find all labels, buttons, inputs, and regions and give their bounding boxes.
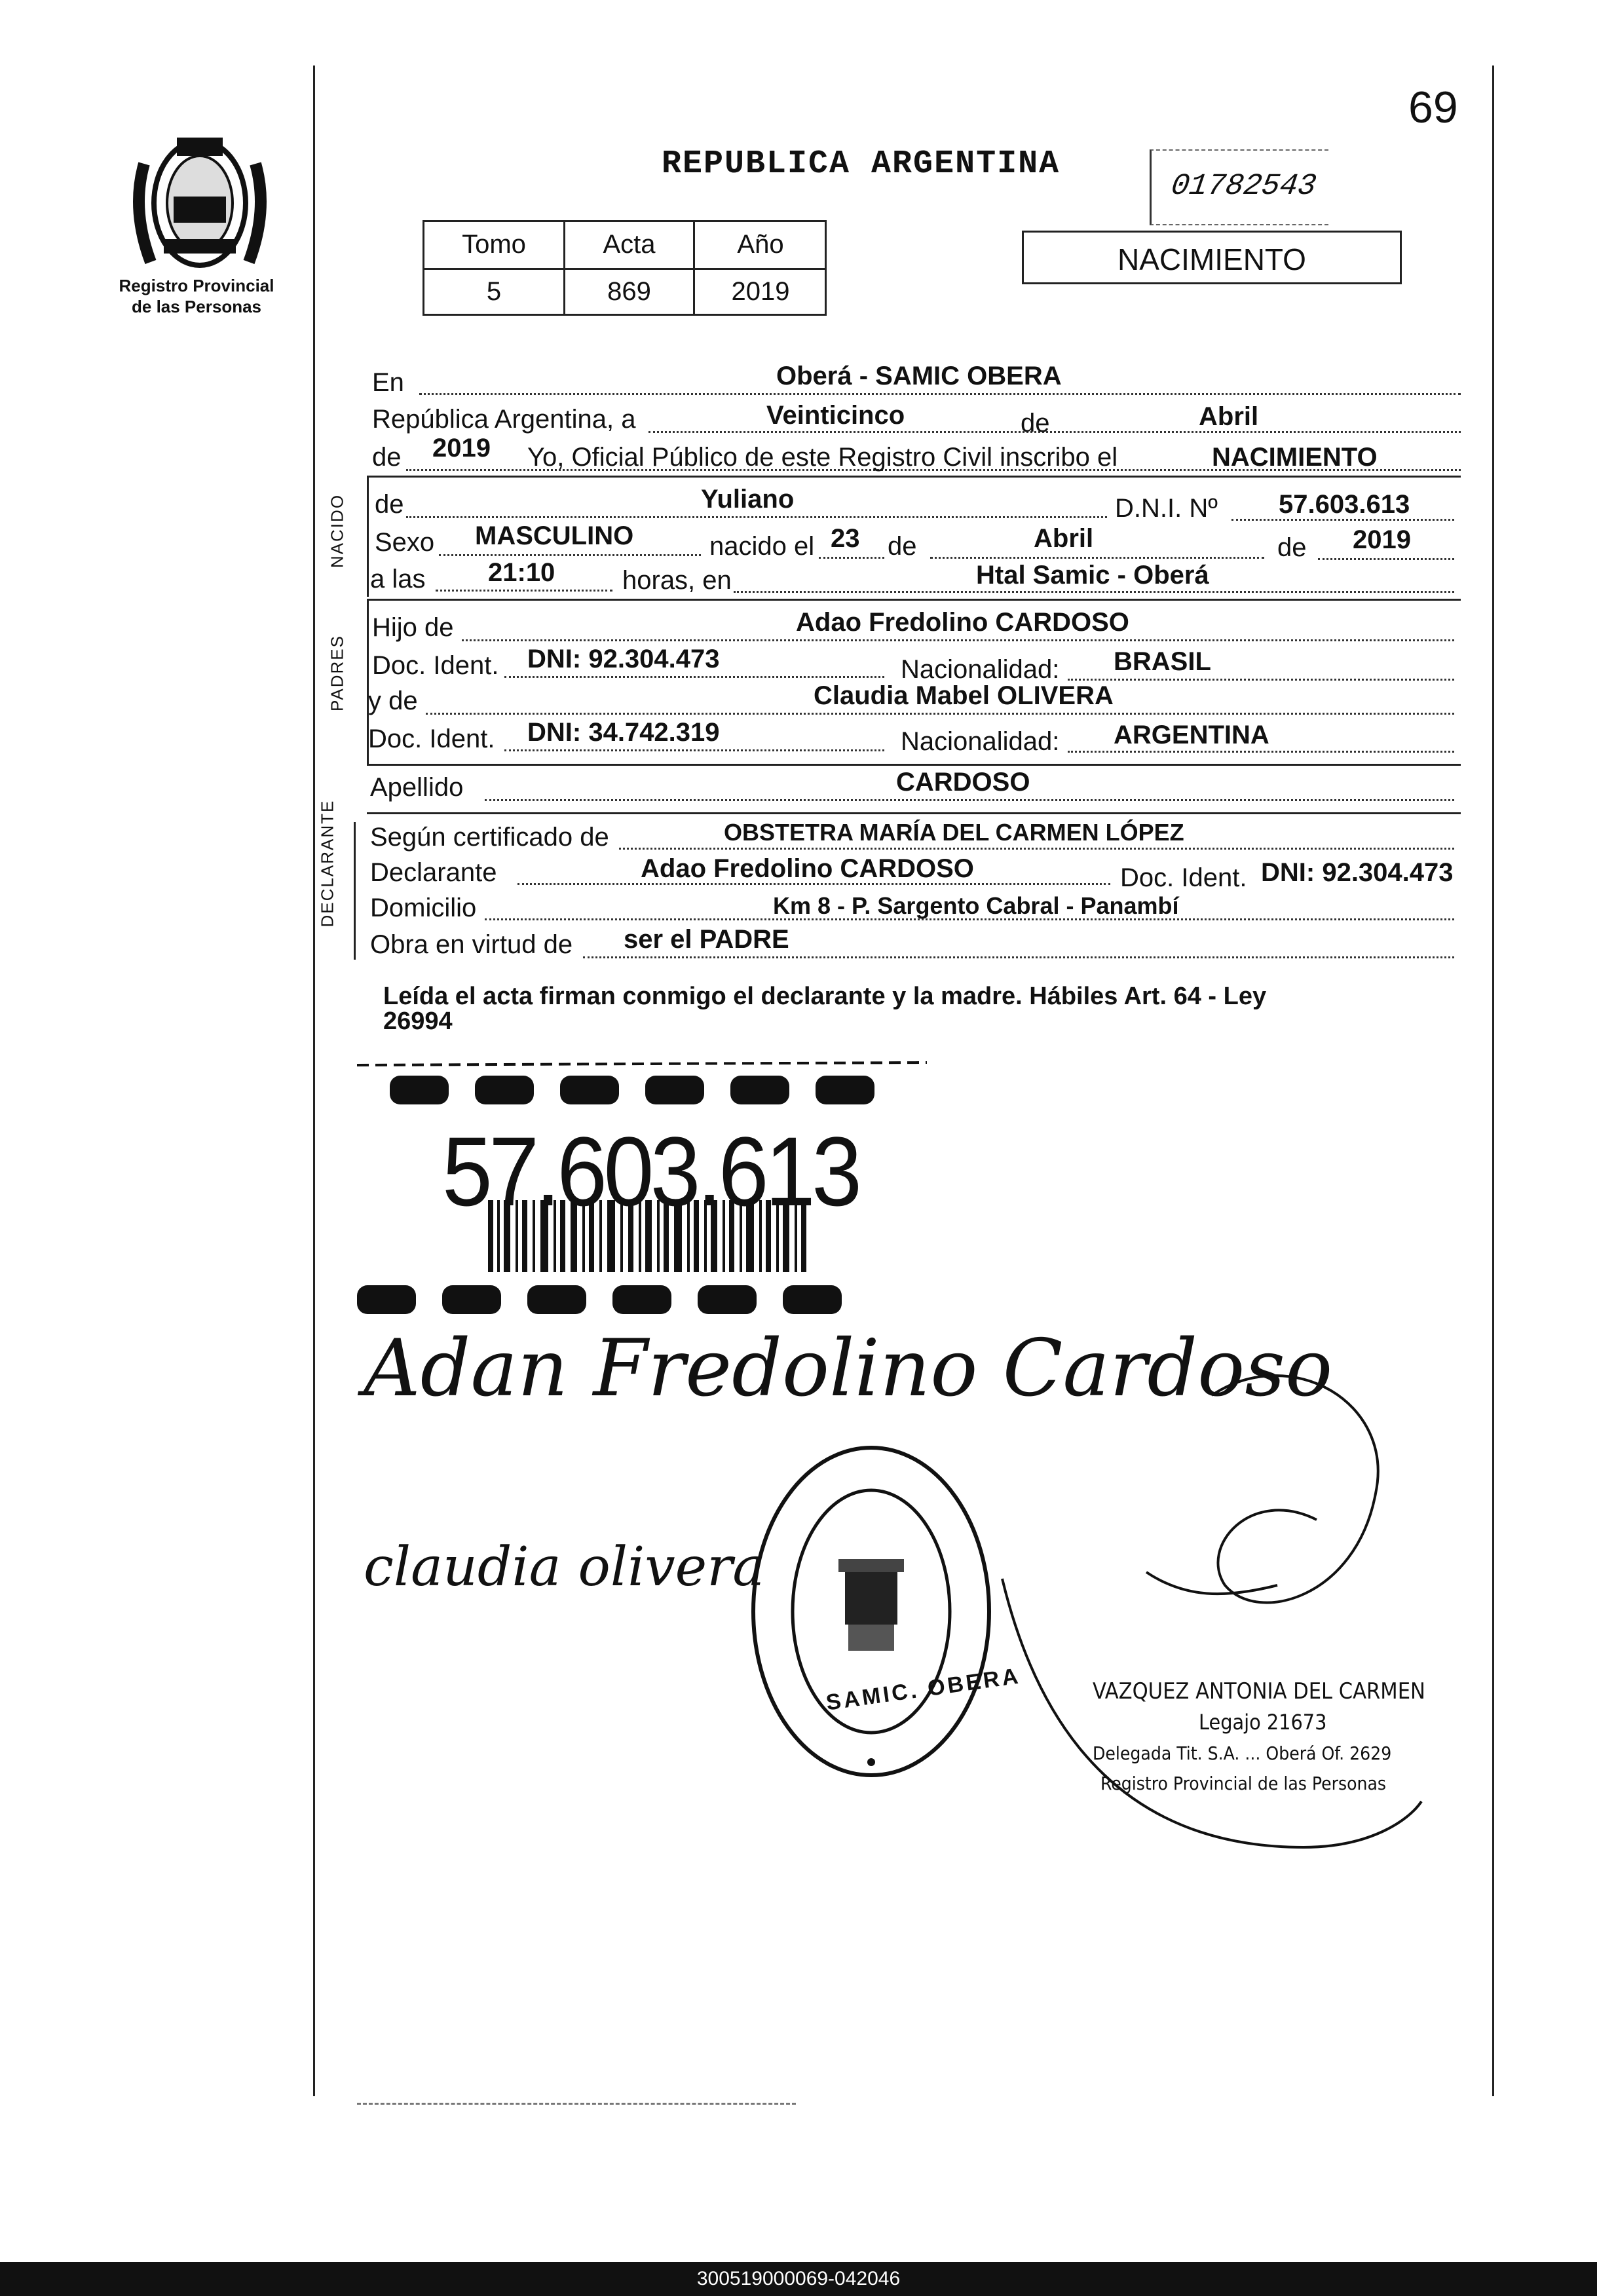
delegation-round-seal <box>747 1441 996 1782</box>
serial-number: 01782543 <box>1169 169 1319 203</box>
label-de-month: de <box>1021 409 1050 438</box>
label-horas-en: horas, en <box>622 566 732 595</box>
closing-line2: 26994 <box>383 1007 453 1035</box>
record-type: NACIMIENTO <box>1118 242 1306 276</box>
col-header-ano: Año <box>737 230 784 259</box>
label-sexo: Sexo <box>375 528 435 557</box>
official-name: VAZQUEZ ANTONIA DEL CARMEN <box>1093 1678 1425 1704</box>
dni-sticker <box>350 1056 933 1318</box>
sexo-value: MASCULINO <box>475 521 634 550</box>
place-value: Oberá - SAMIC OBERA <box>776 362 1062 390</box>
label-apellido: Apellido <box>370 773 464 802</box>
official-registry: Registro Provincial de las Personas <box>1100 1773 1387 1794</box>
father-doc-value: DNI: 92.304.473 <box>527 645 720 673</box>
apellido-value: CARDOSO <box>896 768 1030 797</box>
col-header-tomo: Tomo <box>462 230 526 259</box>
label-segun-certificado: Según certificado de <box>370 823 609 852</box>
birth-month-value: Abril <box>1034 524 1094 553</box>
label-yo-oficial: Yo, Oficial Público de este Registro Civil inscribo el <box>527 443 1118 472</box>
mother-signature: claudia olivera <box>364 1536 765 1598</box>
section-label-padres: PADRES <box>327 635 347 711</box>
tomo-value: 5 <box>486 277 502 306</box>
birth-day-value: 23 <box>831 524 860 553</box>
label-republica: República Argentina, a <box>372 405 636 434</box>
label-mother-doc: Doc. Ident. <box>368 725 495 753</box>
certificado-value: OBSTETRA MARÍA DEL CARMEN LÓPEZ <box>724 819 1184 846</box>
label-en: En <box>372 368 404 397</box>
mother-name-value: Claudia Mabel OLIVERA <box>814 681 1114 710</box>
page-number: 69 <box>1408 83 1458 132</box>
section-label-nacido: NACIDO <box>327 493 347 569</box>
label-de-birth-year: de <box>1277 533 1307 562</box>
child-dni-value: 57.603.613 <box>1279 490 1410 519</box>
label-nacido-el: nacido el <box>709 532 815 561</box>
registry-caption-line2: de las Personas <box>132 297 261 316</box>
record-type-box <box>1022 231 1402 284</box>
official-signature-flourish <box>950 1349 1448 1887</box>
label-dni: D.N.I. Nº <box>1115 494 1218 523</box>
faint-bottom-line <box>357 2103 796 2105</box>
day-words-value: Veinticinco <box>766 401 905 430</box>
birth-place-value: Htal Samic - Oberá <box>976 561 1209 590</box>
official-role: Delegada Tit. S.A. ... Oberá Of. 2629 <box>1093 1742 1392 1764</box>
right-margin-line <box>1492 66 1494 2096</box>
serial-box <box>1150 149 1328 225</box>
label-hijo-de: Hijo de <box>372 613 454 642</box>
seal-inner-text: SAMIC. OBERA <box>824 1663 1023 1716</box>
label-de-year: de <box>372 443 402 472</box>
label-de-birth-month: de <box>888 532 917 561</box>
label-domicilio: Domicilio <box>370 894 477 922</box>
label-declarante-doc: Doc. Ident. <box>1120 863 1247 892</box>
ano-value: 2019 <box>731 277 790 306</box>
record-table <box>423 220 827 316</box>
col-header-acta: Acta <box>603 230 656 259</box>
act-value: NACIMIENTO <box>1212 443 1378 472</box>
acta-value: 869 <box>607 277 651 306</box>
child-name-value: Yuliano <box>701 485 795 514</box>
birth-time-value: 21:10 <box>488 558 555 587</box>
closing-line1: Leída el acta firman conmigo el declarante y la madre. Hábiles Art. 64 - Ley <box>383 983 1267 1010</box>
domicilio-value: Km 8 - P. Sargento Cabral - Panambí <box>773 892 1179 919</box>
province-seal-logo <box>124 124 275 282</box>
label-de-name: de <box>375 490 404 519</box>
registry-caption <box>92 275 301 317</box>
label-father-nationality: Nacionalidad: <box>901 655 1060 684</box>
month-value: Abril <box>1199 402 1259 431</box>
father-signature: Adan Fredolino Cardoso <box>364 1323 1333 1414</box>
label-father-doc: Doc. Ident. <box>372 651 499 680</box>
label-obra-en-virtud: Obra en virtud de <box>370 930 573 959</box>
footer-code: 300519000069-042046 <box>0 2262 1597 2296</box>
label-mother-nationality: Nacionalidad: <box>901 727 1060 756</box>
label-y-de: y de <box>368 687 418 715</box>
closing-statement <box>383 984 1431 1034</box>
mother-doc-value: DNI: 34.742.319 <box>527 718 720 747</box>
label-a-las: a las <box>370 565 426 593</box>
declarante-doc-value: DNI: 92.304.473 <box>1261 858 1454 887</box>
left-margin-line <box>313 66 315 2096</box>
obra-value: ser el PADRE <box>624 925 789 954</box>
mother-nationality-value: ARGENTINA <box>1114 721 1269 749</box>
official-legajo: Legajo 21673 <box>1199 1710 1327 1735</box>
section-label-declarante: DECLARANTE <box>317 799 337 928</box>
father-nationality-value: BRASIL <box>1114 647 1211 676</box>
declarante-value: Adao Fredolino CARDOSO <box>641 854 974 883</box>
label-declarante: Declarante <box>370 858 497 887</box>
father-name-value: Adao Fredolino CARDOSO <box>796 608 1129 637</box>
birth-year-value: 2019 <box>1353 525 1411 554</box>
dni-sticker-number: 57.603.613 <box>442 1116 859 1226</box>
country-title: REPUBLICA ARGENTINA <box>662 145 1061 183</box>
registry-caption-line1: Registro Provincial <box>119 276 274 295</box>
year-value: 2019 <box>432 434 491 462</box>
